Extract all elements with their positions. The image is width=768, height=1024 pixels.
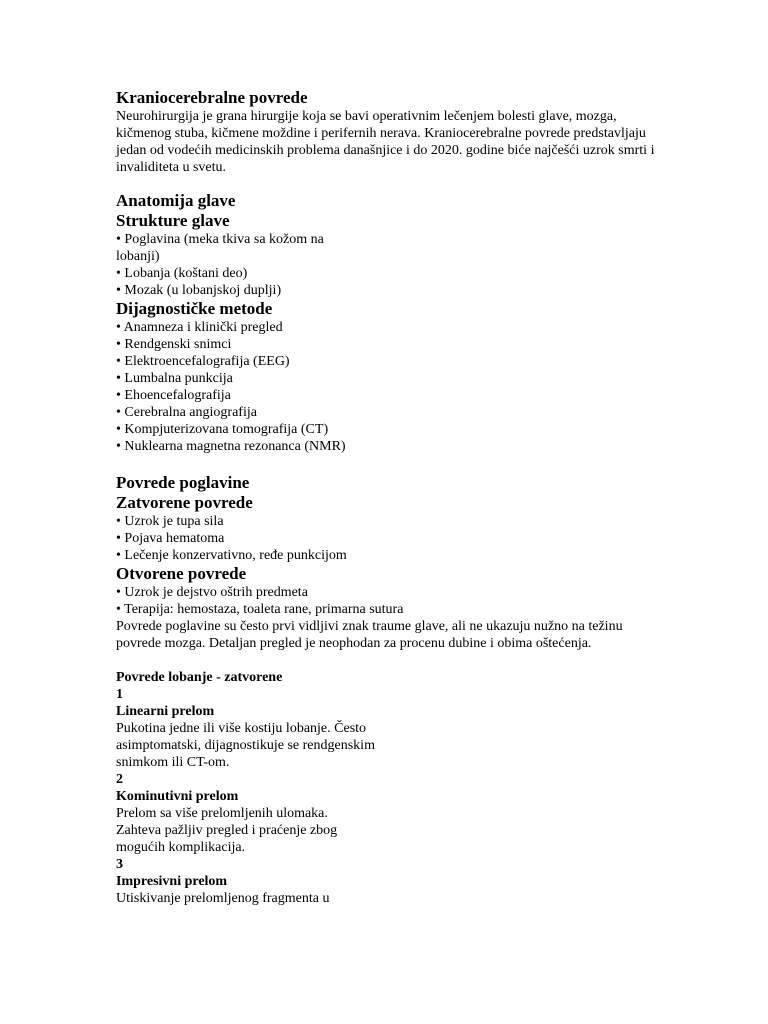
- scalp-heading: Povrede poglavine: [116, 473, 250, 492]
- structures-heading: Strukture glave: [116, 211, 230, 230]
- item-number: 1: [116, 687, 123, 702]
- list-item: • Cerebralna angiografija: [116, 405, 257, 420]
- document-page: [116, 88, 656, 907]
- intro-paragraph: Neurohirurgija je grana hirurgije koja se bavi operativnim lečenjem bolesti glave, mozga, kičmenog stuba, kičmene moždine i perifernih nerava. Kraniocerebralne povrede predstavljaju jedan od vodećih medicinskih problema današnjice i do 2020. godine biće najčešći uzrok smrti i invaliditeta u svetu.: [116, 109, 655, 175]
- item-number: 2: [116, 772, 123, 787]
- skull-item-2: [116, 771, 656, 856]
- list-item: • Lečenje konzervativno, ređe punkcijom: [116, 548, 347, 563]
- open-injuries-heading: Otvorene povrede: [116, 564, 247, 583]
- list-item: • Uzrok je dejstvo oštrih predmeta: [116, 585, 308, 600]
- item-text: Utiskivanje prelomljenog fragmenta u: [116, 891, 330, 906]
- structures-list: [116, 231, 366, 299]
- skull-heading: Povrede lobanje - zatvorene: [116, 670, 283, 685]
- list-item: • Uzrok je tupa sila: [116, 514, 224, 529]
- item-title: Kominutivni prelom: [116, 789, 239, 804]
- list-item: • Poglavina (meka tkiva sa kožom na lobanji): [116, 232, 324, 264]
- skull-item-1: [116, 686, 656, 771]
- list-item: • Lumbalna punkcija: [116, 371, 233, 386]
- scalp-note-paragraph: Povrede poglavine su često prvi vidljivi znak traume glave, ali ne ukazuju nužno na težinu povrede mozga. Detaljan pregled je neophodan za procenu dubine i obima oštećenja.: [116, 619, 623, 651]
- list-item: • Mozak (u lobanjskoj duplji): [116, 283, 282, 298]
- methods-list: [116, 319, 366, 455]
- list-item: • Ehoencefalografija: [116, 388, 231, 403]
- item-title: Impresivni prelom: [116, 874, 228, 889]
- item-text: Pukotina jedne ili više kostiju lobanje. Često asimptomatski, dijagnostikuje se rendgenskim snimkom ili CT-om.: [116, 721, 375, 770]
- list-item: • Kompjuterizovana tomografija (CT): [116, 422, 329, 437]
- list-item: • Terapija: hemostaza, toaleta rane, primarna sutura: [116, 602, 404, 617]
- list-item: • Anamneza i klinički pregled: [116, 320, 283, 335]
- skull-item-3: [116, 856, 656, 907]
- item-title: Linearni prelom: [116, 704, 215, 719]
- closed-injuries-heading: Zatvorene povrede: [116, 493, 253, 512]
- anatomy-heading: Anatomija glave: [116, 191, 236, 210]
- list-item: • Pojava hematoma: [116, 531, 225, 546]
- list-item: • Elektroencefalografija (EEG): [116, 354, 290, 369]
- methods-heading: Dijagnostičke metode: [116, 299, 273, 318]
- list-item: • Lobanja (koštani deo): [116, 266, 248, 281]
- list-item: • Rendgenski snimci: [116, 337, 232, 352]
- list-item: • Nuklearna magnetna rezonanca (NMR): [116, 439, 346, 454]
- document-title: Kraniocerebralne povrede: [116, 88, 308, 107]
- item-number: 3: [116, 857, 123, 872]
- item-text: Prelom sa više prelomljenih ulomaka. Zahteva pažljiv pregled i praćenje zbog mogućih komplikacija.: [116, 806, 338, 855]
